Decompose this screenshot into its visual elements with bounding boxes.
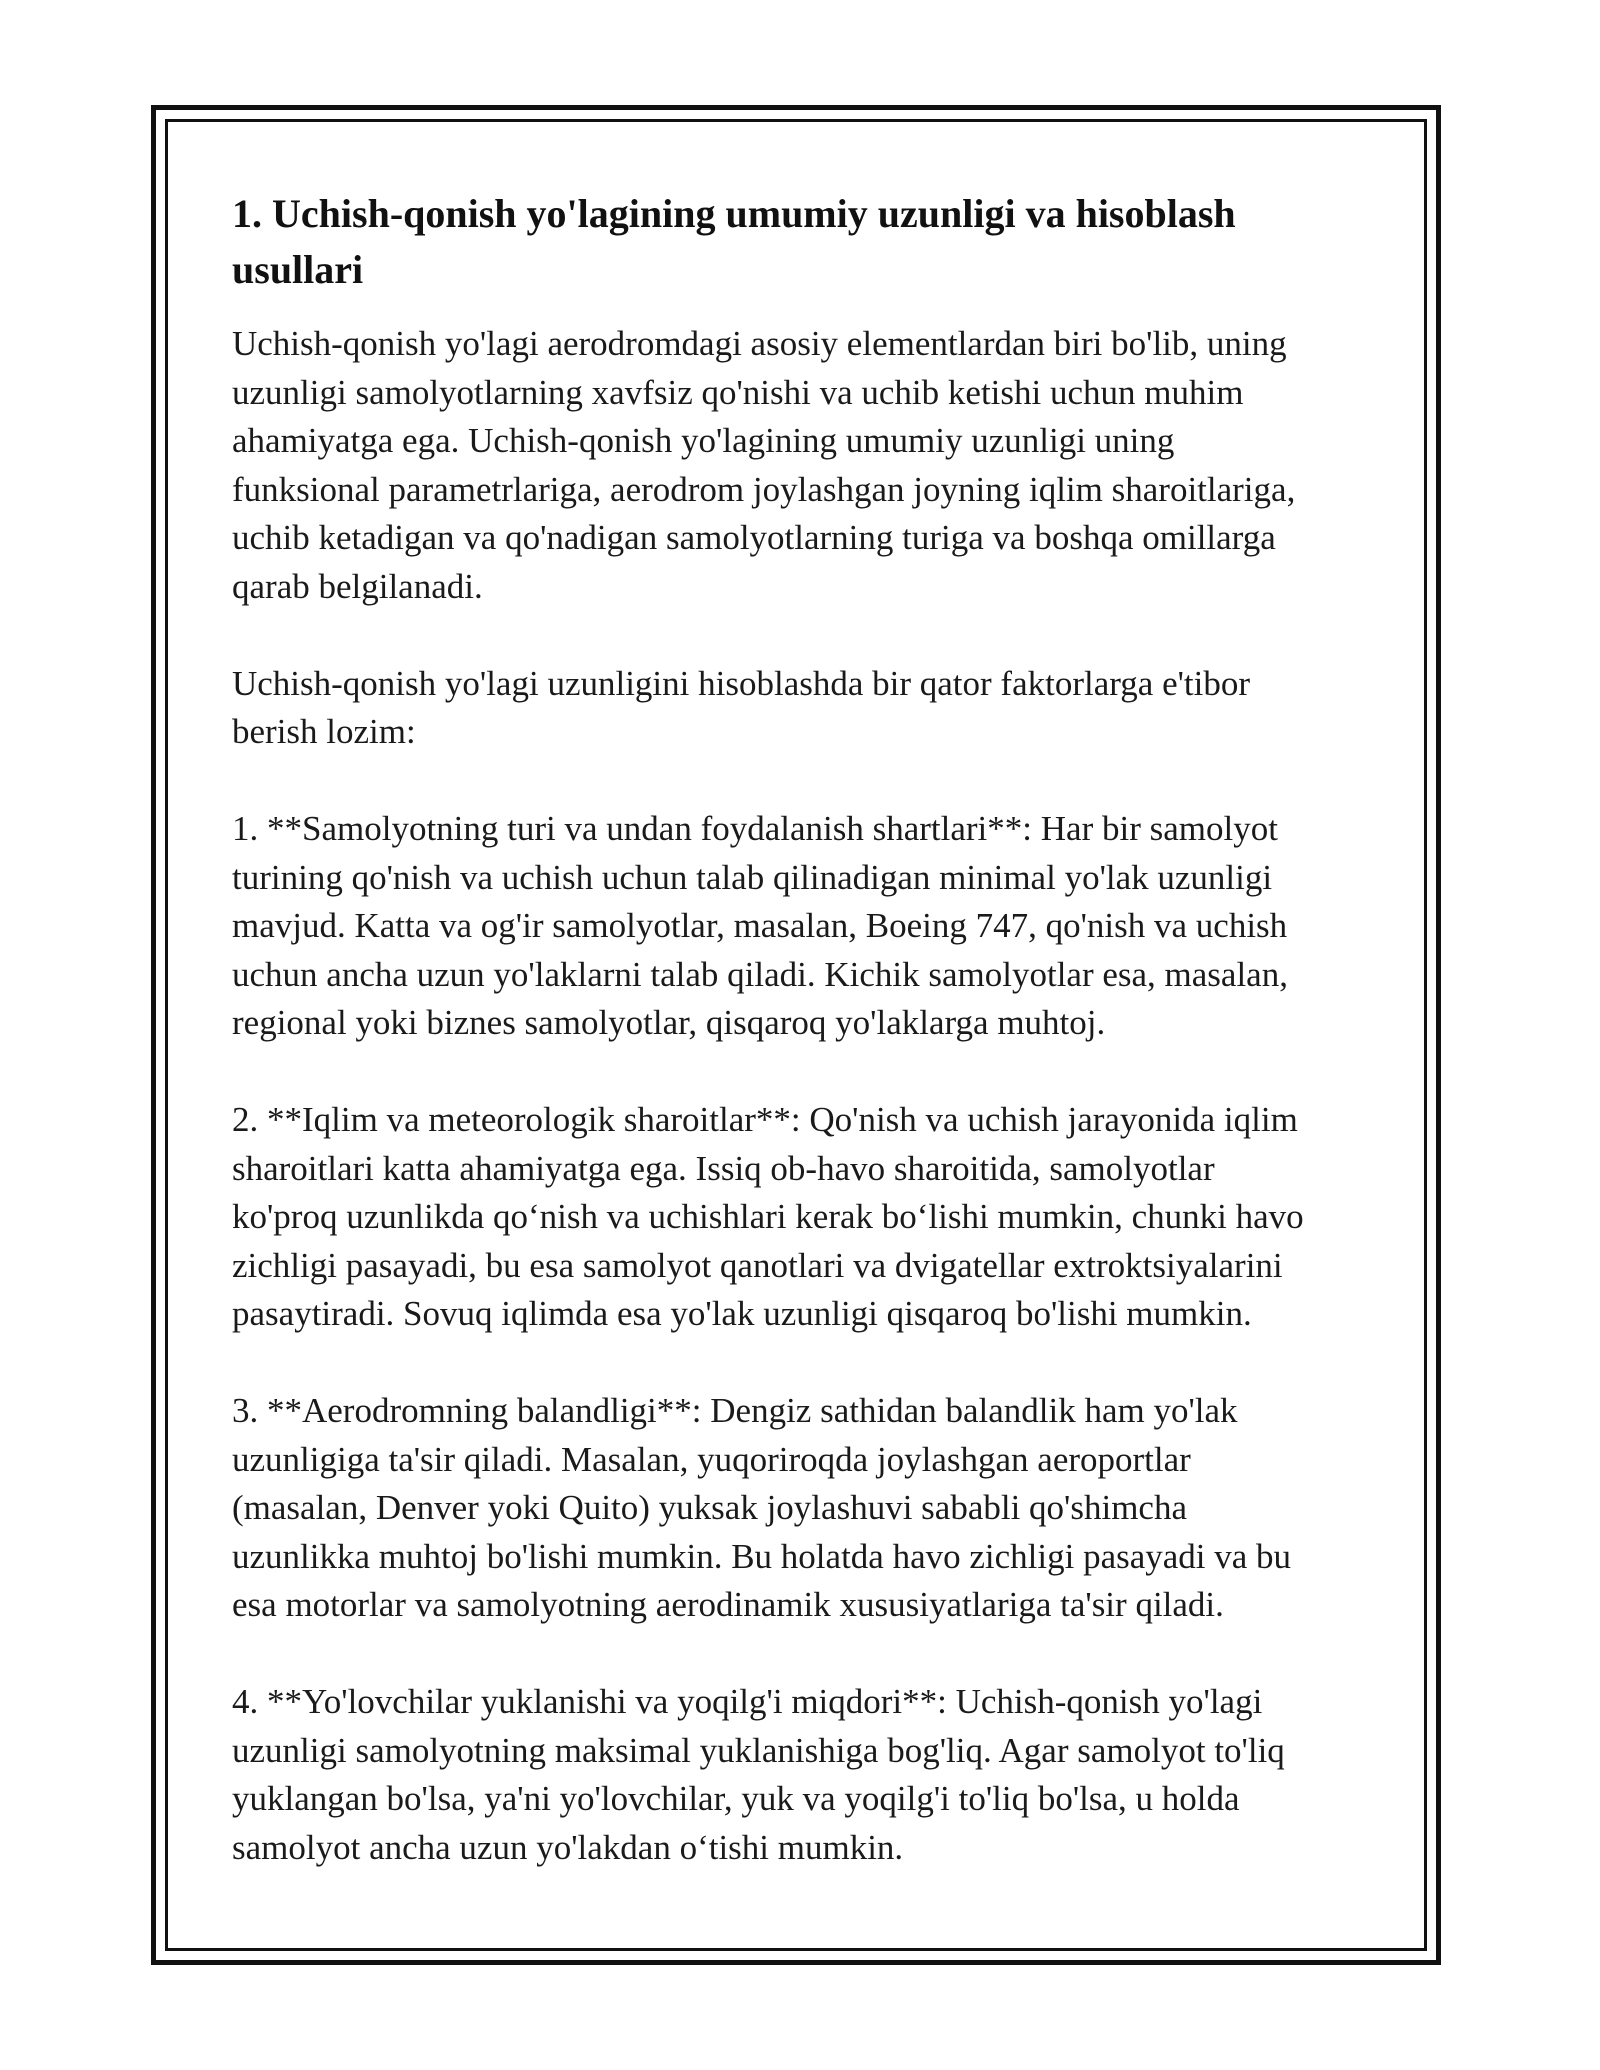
section-heading: 1. Uchish-qonish yo'lagining umumiy uzunligi va hisoblash usullari <box>232 191 1236 292</box>
factor-2-paragraph: 2. **Iqlim va meteorologik sharoitlar**: Qo'nish va uchish jarayonida iqlim sharoitlari katta ahamiyatga ega. Issiq ob-havo sharoitida, samolyotlar ko'proq uzunlikda qo‘nish va uchishlari kerak bo‘lishi mumkin, chunki havo zichligi pasayadi, bu esa samolyot qanotlari va dvigatellar extroktsiyalarini pasaytiradi. Sovuq iqlimda esa yo'lak uzunligi qisqaroq bo'lishi mumkin. <box>232 1100 1304 1333</box>
factor-4-paragraph: 4. **Yo'lovchilar yuklanishi va yoqilg'i miqdori**: Uchish-qonish yo'lagi uzunligi samolyotning maksimal yuklanishiga bog'liq. Agar samolyot to'liq yuklangan bo'lsa, ya'ni yo'lovchilar, yuk va yoqilg'i to'liq bo'lsa, u holda samolyot ancha uzun yo'lakdan o‘tishi mumkin. <box>232 1682 1285 1867</box>
intro-paragraph: Uchish-qonish yo'lagi aerodromdagi asosiy elementlardan biri bo'lib, uning uzunligi samolyotlarning xavfsiz qo'nishi va uchib ketishi uchun muhim ahamiyatga ega. Uchish-qonish yo'lagining umumiy uzunligi uning funksional parametrlariga, aerodrom joylashgan joyning iqlim sharoitlariga, uchib ketadigan va qo'nadigan samolyotlarning turiga va boshqa omillarga qarab belgilanadi. <box>232 324 1296 606</box>
factor-3-paragraph: 3. **Aerodromning balandligi**: Dengiz sathidan balandlik ham yo'lak uzunligiga ta'sir qiladi. Masalan, yuqoriroqda joylashgan aeroportlar (masalan, Denver yoki Quito) yuksak joylashuvi sababli qo'shimcha uzunlikka muhtoj bo'lishi mumkin. Bu holatda havo zichligi pasayadi va bu esa motorlar va samolyotning aerodinamik xususiyatlariga ta'sir qiladi. <box>232 1391 1292 1624</box>
factors-lead-paragraph: Uchish-qonish yo'lagi uzunligini hisoblashda bir qator faktorlarga e'tibor berish lozim: <box>232 663 1251 751</box>
document-body <box>232 186 1372 1921</box>
factor-1-paragraph: 1. **Samolyotning turi va undan foydalanish shartlari**: Har bir samolyot turining qo'nish va uchish uchun talab qilinadigan minimal yo'lak uzunligi mavjud. Katta va og'ir samolyotlar, masalan, Boeing 747, qo'nish va uchish uchun ancha uzun yo'laklarni talab qiladi. Kichik samolyotlar esa, masalan, regional yoki biznes samolyotlar, qisqaroq yo'laklarga muhtoj. <box>232 809 1288 1042</box>
